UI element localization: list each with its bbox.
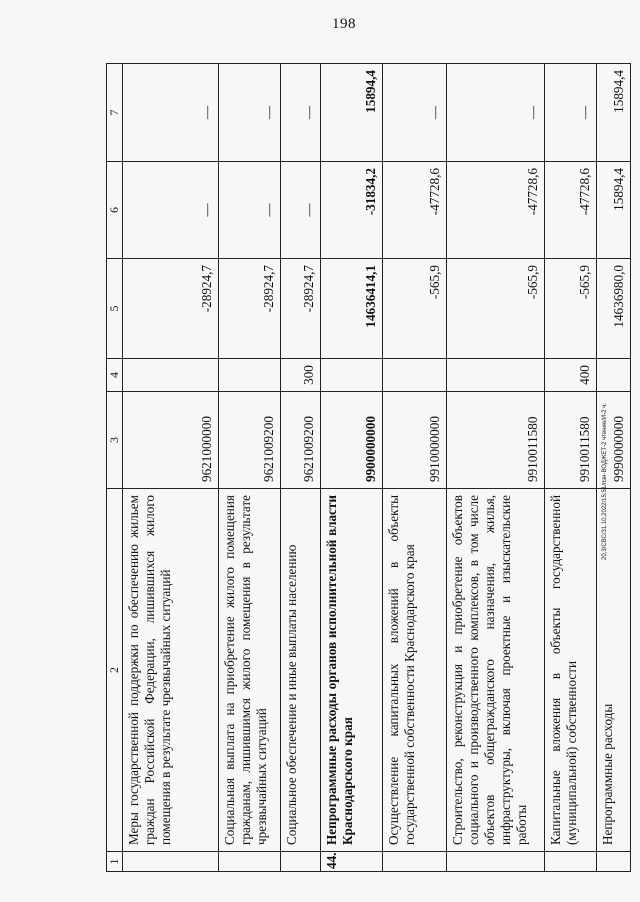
row-value-col7: 15894,4 [596,64,630,162]
row-kind-code [446,359,544,392]
footer-code: 20,3/СВС/31.10.2022/15:51/пэн-ВОДЖЕТ-2 чтение/И-2 ч. [602,402,608,560]
row-number [382,852,446,872]
row-number [218,852,280,872]
row-code: 9621009200 [218,392,280,489]
row-value-col5: -28924,7 [122,259,218,359]
row-value-col7: — [218,64,280,162]
budget-table-container [106,64,626,872]
row-number [544,852,596,872]
row-value-col6: — [122,162,218,259]
row-value-col5: 14636980,0 [596,259,630,359]
row-code: 9910011580 [544,392,596,489]
table-row [320,64,382,872]
row-code: 9900000000 [320,392,382,489]
row-value-col7: — [122,64,218,162]
row-value-col6: -47728,6 [382,162,446,259]
row-name: Капитальные вложения в объекты государственной (муниципальной) собственности [544,489,596,852]
row-name: Меры государственной поддержки по обеспечению жильем граждан Российской Федерации, лишившихся жилого помещения в результате чрезвычайных ситуаций [122,489,218,852]
row-code: 9990000000 [596,392,630,489]
budget-table [106,63,631,872]
header-col-6: 6 [107,162,123,259]
row-value-col7: — [446,64,544,162]
row-name: Социальная выплата на приобретение жилого помещения гражданам, лишившимся жилого помещения в результате чрезвычайных ситуаций [218,489,280,852]
header-col-1: 1 [107,852,123,872]
row-code: 9621009200 [280,392,320,489]
row-value-col5: -565,9 [446,259,544,359]
page-number: 198 [332,16,356,32]
table-row [382,64,446,872]
row-value-col5: -28924,7 [218,259,280,359]
row-value-col6: -31834,2 [320,162,382,259]
row-name: Строительство, реконструкция и приобретение объектов социального и производственного комплексов, в том числе объектов общегражданского назначения, жилья, инфраструктуры, включая проектные и изыскательские работы [446,489,544,852]
row-value-col6: — [218,162,280,259]
row-name: Социальное обеспечение и иные выплаты населению [280,489,320,852]
header-col-2: 2 [107,489,123,852]
table-row [446,64,544,872]
row-value-col6: — [280,162,320,259]
header-col-7: 7 [107,64,123,162]
row-value-col7: — [280,64,320,162]
row-name: Осуществление капитальных вложений в объекты государственной собственности Краснодарского края [382,489,446,852]
row-number [596,852,630,872]
row-number [446,852,544,872]
table-header-row [107,64,123,872]
table-row [122,64,218,872]
row-value-col6: 15894,4 [596,162,630,259]
row-kind-code [382,359,446,392]
table-row [218,64,280,872]
row-number [122,852,218,872]
row-kind-code: 300 [280,359,320,392]
row-code: 9910011580 [446,392,544,489]
table-row [280,64,320,872]
row-kind-code [218,359,280,392]
row-code: 9910000000 [382,392,446,489]
row-value-col5: -28924,7 [280,259,320,359]
header-col-4: 4 [107,359,123,392]
row-name: Непрограммные расходы органов исполнительной власти Краснодарского края [320,489,382,852]
row-kind-code: 400 [544,359,596,392]
row-value-col7: — [382,64,446,162]
row-value-col7: 15894,4 [320,64,382,162]
row-code: 9621000000 [122,392,218,489]
row-value-col5: -565,9 [544,259,596,359]
row-name: Непрограммные расходы [596,489,630,852]
row-kind-code [320,359,382,392]
row-value-col6: -47728,6 [446,162,544,259]
row-value-col6: -47728,6 [544,162,596,259]
row-value-col5: 14636414,1 [320,259,382,359]
row-number: 44. [320,852,382,872]
header-col-3: 3 [107,392,123,489]
row-kind-code [122,359,218,392]
table-row [544,64,596,872]
row-number [280,852,320,872]
row-value-col7: — [544,64,596,162]
header-col-5: 5 [107,259,123,359]
row-value-col5: -565,9 [382,259,446,359]
